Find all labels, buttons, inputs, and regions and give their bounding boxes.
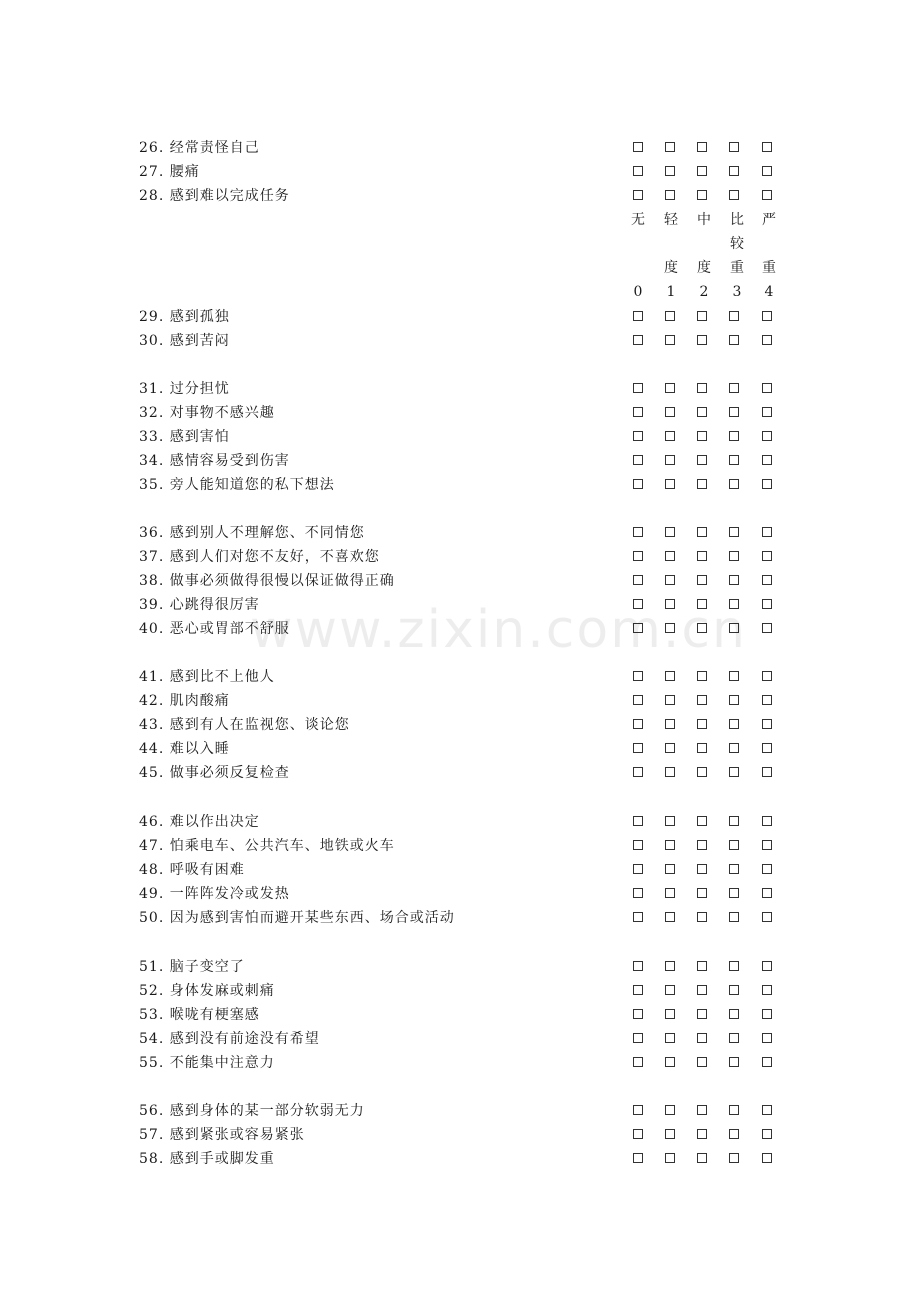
question-row	[0, 449, 920, 473]
scale-header-line2-3: 较	[730, 236, 744, 252]
rating-checkbox-0[interactable]	[633, 1033, 643, 1043]
rating-checkbox-2[interactable]	[697, 816, 707, 826]
rating-checkbox-0[interactable]	[633, 190, 643, 200]
rating-checkbox-1[interactable]	[665, 1057, 675, 1067]
question-row	[0, 834, 920, 858]
rating-checkbox-1[interactable]	[665, 1129, 675, 1139]
rating-checkbox-3[interactable]	[729, 407, 739, 417]
rating-checkbox-3[interactable]	[729, 743, 739, 753]
scale-header-line4-4: 4	[764, 284, 774, 300]
question-label: 30. 感到苦闷	[139, 333, 230, 349]
question-row	[0, 737, 920, 761]
rating-checkbox-3[interactable]	[729, 1105, 739, 1115]
question-label: 28. 感到难以完成任务	[139, 188, 290, 204]
rating-checkbox-1[interactable]	[665, 1033, 675, 1043]
question-label: 41. 感到比不上他人	[139, 669, 275, 685]
rating-checkbox-3[interactable]	[729, 1153, 739, 1163]
rating-checkbox-1[interactable]	[665, 623, 675, 633]
rating-checkbox-4[interactable]	[762, 695, 772, 705]
rating-checkbox-3[interactable]	[729, 431, 739, 441]
rating-checkbox-1[interactable]	[665, 695, 675, 705]
question-row	[0, 401, 920, 425]
rating-checkbox-4[interactable]	[762, 1105, 772, 1115]
rating-checkbox-4[interactable]	[762, 335, 772, 345]
rating-checkbox-2[interactable]	[697, 985, 707, 995]
rating-checkbox-1[interactable]	[665, 455, 675, 465]
rating-checkbox-1[interactable]	[665, 311, 675, 321]
rating-checkbox-4[interactable]	[762, 407, 772, 417]
rating-checkbox-2[interactable]	[697, 407, 707, 417]
question-label: 36. 感到别人不理解您、不同情您	[139, 525, 365, 541]
rating-checkbox-2[interactable]	[697, 431, 707, 441]
rating-checkbox-1[interactable]	[665, 743, 675, 753]
rating-checkbox-3[interactable]	[729, 383, 739, 393]
rating-checkbox-1[interactable]	[665, 864, 675, 874]
rating-checkbox-3[interactable]	[729, 961, 739, 971]
rating-checkbox-0[interactable]	[633, 335, 643, 345]
question-label: 52. 身体发麻或刺痛	[139, 983, 275, 999]
rating-checkbox-2[interactable]	[697, 335, 707, 345]
rating-checkbox-2[interactable]	[697, 190, 707, 200]
rating-checkbox-3[interactable]	[729, 840, 739, 850]
question-label: 35. 旁人能知道您的私下想法	[139, 477, 335, 493]
rating-checkbox-2[interactable]	[697, 455, 707, 465]
question-row	[0, 1003, 920, 1027]
rating-checkbox-2[interactable]	[697, 1153, 707, 1163]
question-label: 53. 喉咙有梗塞感	[139, 1007, 260, 1023]
rating-checkbox-4[interactable]	[762, 1129, 772, 1139]
rating-checkbox-4[interactable]	[762, 767, 772, 777]
rating-checkbox-1[interactable]	[665, 985, 675, 995]
rating-checkbox-1[interactable]	[665, 527, 675, 537]
rating-checkbox-1[interactable]	[665, 888, 675, 898]
rating-checkbox-2[interactable]	[697, 575, 707, 585]
question-label: 31. 过分担忧	[139, 381, 230, 397]
question-label: 51. 脑子变空了	[139, 959, 245, 975]
rating-checkbox-2[interactable]	[697, 623, 707, 633]
rating-checkbox-1[interactable]	[665, 383, 675, 393]
rating-checkbox-2[interactable]	[697, 743, 707, 753]
question-label: 45. 做事必须反复检查	[139, 765, 290, 781]
rating-checkbox-0[interactable]	[633, 695, 643, 705]
rating-checkbox-4[interactable]	[762, 190, 772, 200]
scale-header-line1-0: 无	[631, 212, 645, 228]
question-row	[0, 569, 920, 593]
question-row	[0, 329, 920, 353]
question-label: 39. 心跳得很厉害	[139, 597, 260, 613]
rating-checkbox-4[interactable]	[762, 864, 772, 874]
rating-checkbox-3[interactable]	[729, 985, 739, 995]
rating-checkbox-1[interactable]	[665, 671, 675, 681]
rating-checkbox-2[interactable]	[697, 1129, 707, 1139]
rating-checkbox-3[interactable]	[729, 864, 739, 874]
question-label: 54. 感到没有前途没有希望	[139, 1031, 320, 1047]
rating-checkbox-4[interactable]	[762, 431, 772, 441]
rating-checkbox-4[interactable]	[762, 383, 772, 393]
rating-checkbox-1[interactable]	[665, 840, 675, 850]
rating-checkbox-3[interactable]	[729, 1009, 739, 1019]
question-row	[0, 979, 920, 1003]
question-row	[0, 955, 920, 979]
question-label: 32. 对事物不感兴趣	[139, 405, 275, 421]
rating-checkbox-3[interactable]	[729, 1129, 739, 1139]
rating-checkbox-3[interactable]	[729, 551, 739, 561]
rating-checkbox-2[interactable]	[697, 767, 707, 777]
rating-checkbox-4[interactable]	[762, 455, 772, 465]
question-label: 50. 因为感到害怕而避开某些东西、场合或活动	[139, 910, 455, 926]
question-row	[0, 545, 920, 569]
question-row	[0, 1099, 920, 1123]
rating-checkbox-1[interactable]	[665, 551, 675, 561]
rating-checkbox-2[interactable]	[697, 864, 707, 874]
rating-checkbox-4[interactable]	[762, 888, 772, 898]
question-row	[0, 858, 920, 882]
question-row	[0, 906, 920, 930]
rating-checkbox-0[interactable]	[633, 719, 643, 729]
rating-checkbox-4[interactable]	[762, 479, 772, 489]
rating-checkbox-0[interactable]	[633, 166, 643, 176]
question-label: 44. 难以入睡	[139, 741, 230, 757]
rating-checkbox-0[interactable]	[633, 142, 643, 152]
rating-checkbox-2[interactable]	[697, 1057, 707, 1067]
question-label: 56. 感到身体的某一部分软弱无力	[139, 1103, 365, 1119]
question-row	[0, 665, 920, 689]
rating-checkbox-3[interactable]	[729, 719, 739, 729]
rating-checkbox-4[interactable]	[762, 166, 772, 176]
question-row	[0, 136, 920, 160]
rating-checkbox-1[interactable]	[665, 719, 675, 729]
question-label: 48. 呼吸有困难	[139, 862, 245, 878]
rating-checkbox-3[interactable]	[729, 335, 739, 345]
rating-checkbox-2[interactable]	[697, 479, 707, 489]
rating-checkbox-2[interactable]	[697, 888, 707, 898]
rating-checkbox-0[interactable]	[633, 767, 643, 777]
question-label: 47. 怕乘电车、公共汽车、地铁或火车	[139, 838, 395, 854]
question-label: 40. 恶心或胃部不舒服	[139, 621, 290, 637]
question-row	[0, 882, 920, 906]
rating-checkbox-1[interactable]	[665, 599, 675, 609]
scale-header-line4-0: 0	[633, 284, 643, 300]
rating-checkbox-2[interactable]	[697, 311, 707, 321]
rating-checkbox-0[interactable]	[633, 816, 643, 826]
scale-header-line3-1: 度	[664, 260, 678, 276]
rating-checkbox-4[interactable]	[762, 311, 772, 321]
rating-checkbox-0[interactable]	[633, 479, 643, 489]
question-label: 33. 感到害怕	[139, 429, 230, 445]
question-row	[0, 761, 920, 785]
rating-checkbox-3[interactable]	[729, 527, 739, 537]
question-label: 27. 腰痛	[139, 164, 200, 180]
rating-checkbox-0[interactable]	[633, 455, 643, 465]
rating-checkbox-3[interactable]	[729, 311, 739, 321]
rating-checkbox-1[interactable]	[665, 767, 675, 777]
question-label: 34. 感情容易受到伤害	[139, 453, 290, 469]
question-label: 58. 感到手或脚发重	[139, 1151, 275, 1167]
rating-checkbox-2[interactable]	[697, 961, 707, 971]
question-row	[0, 713, 920, 737]
rating-checkbox-2[interactable]	[697, 1105, 707, 1115]
question-row	[0, 617, 920, 641]
rating-checkbox-2[interactable]	[697, 527, 707, 537]
question-row	[0, 593, 920, 617]
rating-checkbox-1[interactable]	[665, 912, 675, 922]
question-label: 29. 感到孤独	[139, 309, 230, 325]
rating-checkbox-2[interactable]	[697, 1009, 707, 1019]
rating-checkbox-2[interactable]	[697, 719, 707, 729]
question-row	[0, 810, 920, 834]
rating-checkbox-4[interactable]	[762, 599, 772, 609]
scale-header-line4-3: 3	[732, 284, 742, 300]
question-label: 38. 做事必须做得很慢以保证做得正确	[139, 573, 395, 589]
rating-checkbox-1[interactable]	[665, 961, 675, 971]
rating-checkbox-4[interactable]	[762, 743, 772, 753]
rating-checkbox-3[interactable]	[729, 142, 739, 152]
rating-checkbox-4[interactable]	[762, 816, 772, 826]
scale-header-line1-3: 比	[730, 212, 744, 228]
rating-checkbox-0[interactable]	[633, 912, 643, 922]
rating-checkbox-1[interactable]	[665, 479, 675, 489]
rating-checkbox-0[interactable]	[633, 888, 643, 898]
question-row	[0, 1123, 920, 1147]
question-row	[0, 160, 920, 184]
rating-checkbox-2[interactable]	[697, 671, 707, 681]
rating-checkbox-4[interactable]	[762, 1009, 772, 1019]
rating-checkbox-1[interactable]	[665, 816, 675, 826]
rating-checkbox-3[interactable]	[729, 695, 739, 705]
rating-checkbox-4[interactable]	[762, 912, 772, 922]
question-label: 43. 感到有人在监视您、谈论您	[139, 717, 350, 733]
rating-checkbox-0[interactable]	[633, 575, 643, 585]
question-label: 46. 难以作出决定	[139, 814, 260, 830]
rating-checkbox-4[interactable]	[762, 719, 772, 729]
rating-checkbox-3[interactable]	[729, 671, 739, 681]
scale-header-line3-4: 重	[762, 260, 776, 276]
rating-checkbox-3[interactable]	[729, 888, 739, 898]
rating-checkbox-0[interactable]	[633, 623, 643, 633]
rating-checkbox-1[interactable]	[665, 190, 675, 200]
rating-checkbox-1[interactable]	[665, 142, 675, 152]
rating-checkbox-0[interactable]	[633, 1009, 643, 1019]
scale-header-line1-2: 中	[697, 212, 711, 228]
question-label: 55. 不能集中注意力	[139, 1055, 275, 1071]
rating-checkbox-3[interactable]	[729, 455, 739, 465]
rating-checkbox-0[interactable]	[633, 431, 643, 441]
scale-header-line1-4: 严	[762, 212, 776, 228]
rating-checkbox-3[interactable]	[729, 190, 739, 200]
question-row	[0, 305, 920, 329]
rating-checkbox-0[interactable]	[633, 864, 643, 874]
rating-checkbox-0[interactable]	[633, 743, 643, 753]
rating-checkbox-0[interactable]	[633, 1057, 643, 1067]
rating-checkbox-0[interactable]	[633, 311, 643, 321]
rating-checkbox-2[interactable]	[697, 840, 707, 850]
question-row	[0, 1051, 920, 1075]
rating-checkbox-3[interactable]	[729, 767, 739, 777]
question-row	[0, 425, 920, 449]
rating-checkbox-4[interactable]	[762, 575, 772, 585]
rating-checkbox-3[interactable]	[729, 816, 739, 826]
rating-checkbox-0[interactable]	[633, 985, 643, 995]
rating-checkbox-1[interactable]	[665, 335, 675, 345]
rating-checkbox-0[interactable]	[633, 1129, 643, 1139]
question-row	[0, 689, 920, 713]
rating-checkbox-0[interactable]	[633, 599, 643, 609]
scale-header-line3-3: 重	[730, 260, 744, 276]
rating-checkbox-0[interactable]	[633, 383, 643, 393]
rating-checkbox-3[interactable]	[729, 166, 739, 176]
rating-checkbox-2[interactable]	[697, 695, 707, 705]
question-row	[0, 1147, 920, 1171]
watermark: www.zixin.com.cn	[250, 600, 747, 660]
rating-checkbox-3[interactable]	[729, 912, 739, 922]
rating-checkbox-1[interactable]	[665, 431, 675, 441]
rating-checkbox-2[interactable]	[697, 551, 707, 561]
rating-checkbox-4[interactable]	[762, 840, 772, 850]
rating-checkbox-4[interactable]	[762, 142, 772, 152]
rating-checkbox-0[interactable]	[633, 961, 643, 971]
rating-checkbox-2[interactable]	[697, 1033, 707, 1043]
rating-checkbox-4[interactable]	[762, 1057, 772, 1067]
rating-checkbox-0[interactable]	[633, 407, 643, 417]
question-label: 26. 经常责怪自己	[139, 140, 260, 156]
rating-checkbox-4[interactable]	[762, 985, 772, 995]
rating-checkbox-1[interactable]	[665, 1105, 675, 1115]
question-row	[0, 1027, 920, 1051]
rating-checkbox-3[interactable]	[729, 599, 739, 609]
rating-checkbox-3[interactable]	[729, 575, 739, 585]
rating-checkbox-2[interactable]	[697, 166, 707, 176]
rating-checkbox-1[interactable]	[665, 1009, 675, 1019]
question-row	[0, 184, 920, 208]
rating-checkbox-1[interactable]	[665, 166, 675, 176]
question-label: 37. 感到人们对您不友好，不喜欢您	[139, 549, 380, 565]
rating-checkbox-0[interactable]	[633, 551, 643, 561]
rating-checkbox-1[interactable]	[665, 575, 675, 585]
rating-checkbox-4[interactable]	[762, 1033, 772, 1043]
rating-checkbox-0[interactable]	[633, 527, 643, 537]
rating-checkbox-3[interactable]	[729, 1033, 739, 1043]
rating-checkbox-3[interactable]	[729, 623, 739, 633]
rating-checkbox-4[interactable]	[762, 1153, 772, 1163]
rating-checkbox-4[interactable]	[762, 623, 772, 633]
scale-header-line3-2: 度	[697, 260, 711, 276]
scale-header-line1-1: 轻	[664, 212, 678, 228]
question-label: 57. 感到紧张或容易紧张	[139, 1127, 305, 1143]
question-label: 42. 肌肉酸痛	[139, 693, 230, 709]
scale-header-line4-2: 2	[699, 284, 709, 300]
rating-checkbox-4[interactable]	[762, 671, 772, 681]
question-row	[0, 521, 920, 545]
rating-checkbox-3[interactable]	[729, 479, 739, 489]
question-row	[0, 377, 920, 401]
rating-checkbox-4[interactable]	[762, 527, 772, 537]
rating-checkbox-1[interactable]	[665, 1153, 675, 1163]
rating-checkbox-0[interactable]	[633, 1153, 643, 1163]
rating-checkbox-2[interactable]	[697, 599, 707, 609]
rating-checkbox-4[interactable]	[762, 961, 772, 971]
question-row	[0, 473, 920, 497]
rating-checkbox-1[interactable]	[665, 407, 675, 417]
rating-checkbox-4[interactable]	[762, 551, 772, 561]
scale-header-line4-1: 1	[666, 284, 676, 300]
question-label: 49. 一阵阵发冷或发热	[139, 886, 290, 902]
rating-checkbox-3[interactable]	[729, 1057, 739, 1067]
rating-checkbox-2[interactable]	[697, 912, 707, 922]
rating-checkbox-2[interactable]	[697, 142, 707, 152]
rating-checkbox-0[interactable]	[633, 840, 643, 850]
rating-checkbox-0[interactable]	[633, 671, 643, 681]
rating-checkbox-2[interactable]	[697, 383, 707, 393]
rating-checkbox-0[interactable]	[633, 1105, 643, 1115]
